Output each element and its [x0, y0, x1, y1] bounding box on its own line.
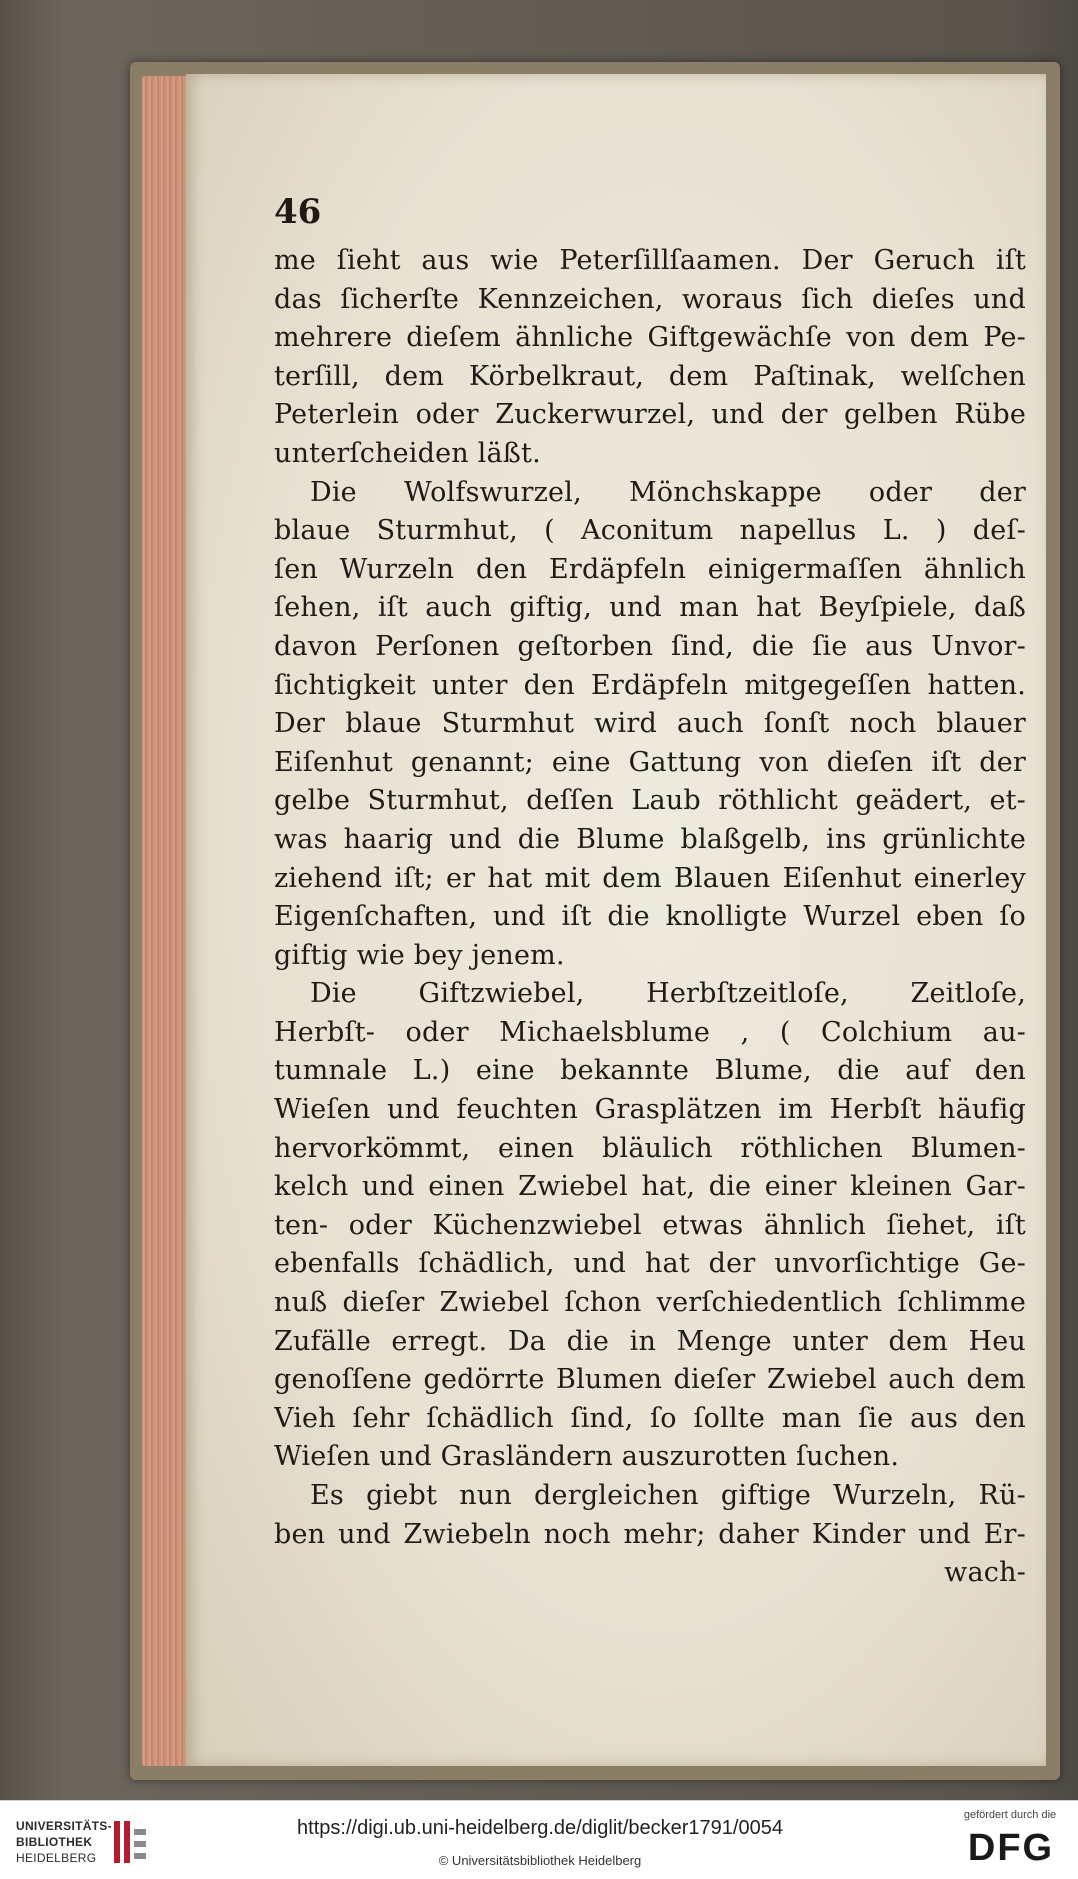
text-line: genoſſene gedörrte Blumen dieſer Zwiebel auch dem: [274, 1364, 1026, 1396]
text-line: mehrere dieſem ähnliche Giftgewächſe von dem Pe-: [274, 322, 1026, 354]
text-line: Vieh ſehr ſchädlich ſind, ſo ſollte man ſie aus den: [274, 1402, 1026, 1434]
text-line: wach-: [944, 1557, 1026, 1589]
text-line: Eigenſchaften, und iſt die knolligte Wurzel eben ſo: [274, 901, 1026, 933]
text-line: gelbe Sturmhut, deſſen Laub röthlicht geädert, et-: [274, 785, 1026, 817]
text-line: kelch und einen Zwiebel hat, die einer kleinen Gar-: [274, 1171, 1026, 1203]
text-line: ſichtigkeit unter den Erdäpfeln mitgegeſſen hatten.: [274, 669, 1026, 701]
text-line: ben und Zwiebeln noch mehr; daher Kinder und Er-: [274, 1518, 1026, 1550]
library-name-line1: UNIVERSITÄTS-: [16, 1819, 112, 1833]
text-line: ziehend iſt; er hat mit dem Blauen Eiſenhut einerley: [274, 862, 1026, 894]
text-line: nuß dieſer Zwiebel ſchon verſchiedentlich ſchlimme: [274, 1287, 1026, 1319]
text-line: Peterlein oder Zuckerwurzel, und der gelben Rübe: [274, 399, 1026, 431]
text-line: tumnale L.) eine bekannte Blume, die auf den: [274, 1055, 1026, 1087]
library-mark-icon: [110, 1819, 150, 1865]
text-line: was haarig und die Blume blaßgelb, ins grünlichte: [274, 823, 1026, 855]
text-line: terſill, dem Körbelkraut, dem Paſtinak, welſchen: [274, 360, 1026, 392]
copyright-notice: © Universitätsbibliothek Heidelberg: [438, 1853, 642, 1868]
text-line: ebenfalls ſchädlich, und hat der unvorſichtige Ge-: [274, 1248, 1026, 1280]
text-line: das ſicherſte Kennzeichen, woraus ſich dieſes und: [274, 283, 1026, 315]
text-line: Zufälle erregt. Da die in Menge unter dem Heu: [274, 1325, 1026, 1357]
text-line: ten- oder Küchenzwiebel etwas ähnlich ſiehet, iſt: [274, 1209, 1026, 1241]
text-line: unterſcheiden läßt.: [274, 437, 541, 469]
text-line: Der blaue Sturmhut wird auch ſonſt noch blauer: [274, 708, 1026, 740]
dfg-logo: DFG: [967, 1827, 1055, 1869]
text-line: blaue Sturmhut, ( Aconitum napellus L. ) deſ-: [274, 515, 1026, 547]
text-line: Die Wolfswurzel, Mönchskappe oder der: [310, 476, 1026, 508]
dfg-funding-block: [950, 1809, 1070, 1875]
permalink-url[interactable]: https://digi.ub.uni-heidelberg.de/diglit/becker1791/0054: [297, 1817, 783, 1839]
library-name-line2: BIBLIOTHEK: [16, 1835, 93, 1849]
library-logo[interactable]: [10, 1813, 170, 1873]
page-edge-red: [142, 76, 186, 1766]
library-name-line3: HEIDELBERG: [16, 1851, 97, 1865]
text-line: Herbſt- oder Michaelsblume , ( Colchium au-: [274, 1016, 1026, 1048]
text-line: Es giebt nun dergleichen giftige Wurzeln, Rü-: [310, 1480, 1026, 1511]
text-line: Die Giftzwiebel, Herbſtzeitloſe, Zeitloſe,: [310, 978, 1026, 1010]
text-line: giftig wie bey jenem.: [274, 939, 565, 971]
text-line: Wieſen und feuchten Grasplätzen im Herbſt häufig: [274, 1094, 1026, 1126]
text-line: Eiſenhut genannt; eine Gattung von dieſen iſt der: [274, 746, 1026, 778]
text-line: me ſieht aus wie Peterſillſaamen. Der Geruch iſt: [274, 245, 1026, 276]
text-line: hervorkömmt, einen bläulich röthlichen Blumen-: [274, 1132, 1026, 1164]
page-text-block: [274, 242, 1026, 1593]
page-number: 46: [274, 192, 322, 232]
text-line: ſehen, iſt auch giftig, und man hat Beyſpiele, daß: [274, 592, 1026, 624]
text-line: davon Perſonen geſtorben ſind, die ſie aus Unvor-: [274, 630, 1026, 662]
text-line: Wieſen und Grasländern auszurotten ſuchen.: [274, 1441, 900, 1473]
funding-caption: gefördert durch die: [963, 1809, 1057, 1821]
footer-bar: [0, 1800, 1078, 1879]
text-line: ſen Wurzeln den Erdäpfeln einigermaſſen ähnlich: [274, 553, 1026, 585]
book-page: [186, 74, 1046, 1766]
